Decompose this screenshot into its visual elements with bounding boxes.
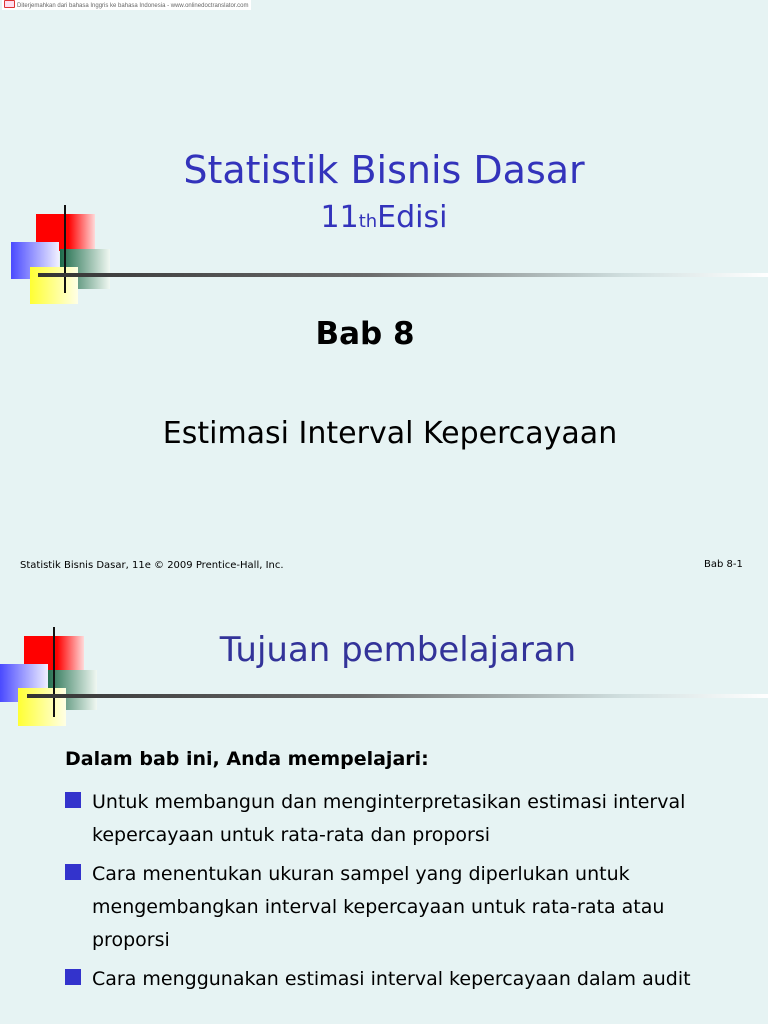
bullet-text: Cara menentukan ukuran sampel yang diperlukan untuk mengembangkan interval kepercayaan untuk rata-rata atau proporsi — [92, 863, 665, 951]
bullet-square-icon — [65, 864, 81, 880]
bullet-text: Untuk membangun dan menginterpretasikan estimasi interval kepercayaan untuk rata-rata dan proporsi — [92, 791, 686, 846]
footer-copyright: Statistik Bisnis Dasar, 11e © 2009 Prentice-Hall, Inc. — [20, 560, 284, 571]
objectives-list — [65, 786, 705, 1002]
bullet-square-icon — [65, 792, 81, 808]
bullet-square-icon — [65, 969, 81, 985]
edition-word: Edisi — [377, 200, 448, 235]
footer-slide-number: Bab 8-1 — [704, 559, 743, 570]
horizontal-rule — [27, 694, 768, 698]
intro-text: Dalam bab ini, Anda mempelajari: — [65, 748, 429, 770]
slide-title: Tujuan pembelajaran — [219, 630, 577, 670]
list-item — [65, 786, 705, 852]
list-item — [65, 858, 705, 957]
list-item — [65, 963, 705, 996]
horizontal-rule — [38, 273, 768, 277]
bullet-text: Cara menggunakan estimasi interval kepercayaan dalam audit — [92, 968, 691, 990]
objectives-slide — [0, 598, 768, 1024]
watermark-text: Diterjemahkan dari bahasa Inggris ke bahasa Indonesia - www.onlinedoctranslator.com — [17, 3, 249, 9]
edition-label — [0, 200, 768, 235]
chapter-heading: Bab 8 — [315, 316, 415, 352]
edition-number: 11 — [320, 200, 359, 235]
slide-subtitle: Estimasi Interval Kepercayaan — [162, 416, 618, 451]
slide-title: Statistik Bisnis Dasar — [183, 148, 585, 192]
edition-suffix: th — [358, 211, 378, 232]
